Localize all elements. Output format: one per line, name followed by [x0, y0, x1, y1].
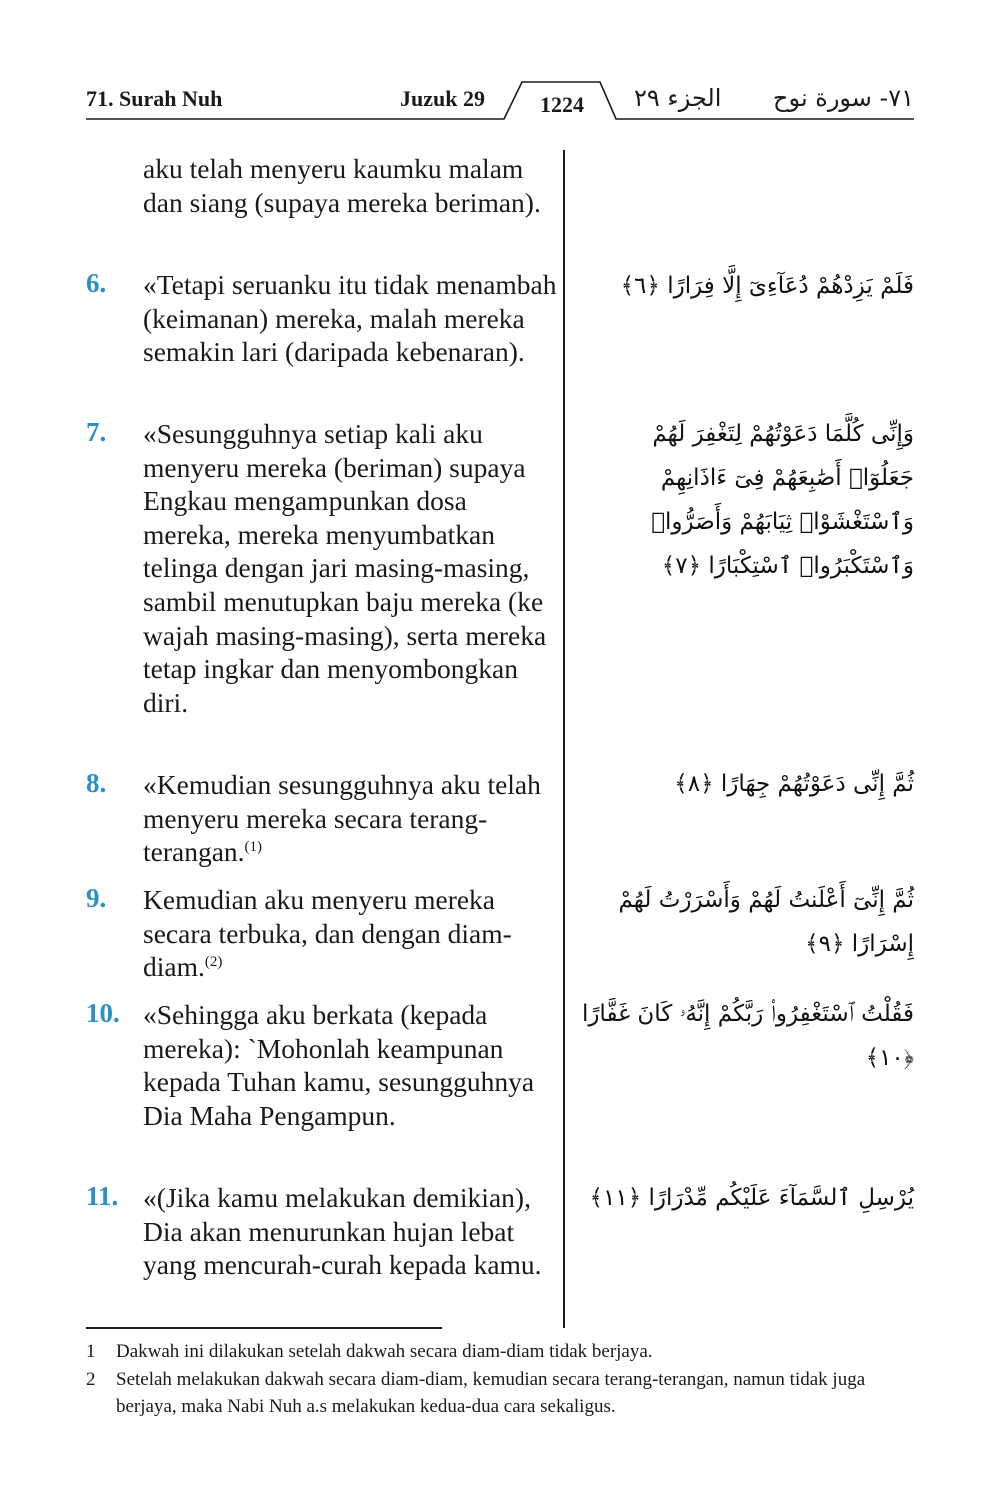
verse-translation: «(Jika kamu melakukan demikian), Dia akan menurunkan hujan lebat yang mencurah-curah kepada kamu. [143, 1182, 542, 1281]
verse-number: 9. [86, 883, 107, 913]
juz-label-latin: Juzuk 29 [400, 86, 485, 111]
juz-label-arabic: الجزء ٢٩ [634, 84, 722, 112]
verse-8-arabic: ثُمَّ إِنِّى دَعَوْتُهُمْ جِهَارًا ﴿٨﴾ [674, 771, 914, 797]
column-divider [563, 150, 565, 1328]
surah-title-arabic: ٧١- سورة نوح [773, 84, 914, 112]
verse-11-arabic: يُرْسِلِ ٱلسَّمَآءَ عَلَيْكُم مِّدْرَارًا ﴿١١﴾ [589, 1185, 914, 1211]
verse-7-arabic: وَإِنِّى كُلَّمَا دَعَوْتُهُمْ لِتَغْفِرَ لَهُمْ جَعَلُوٓا۟ أَصَٰبِعَهُمْ فِىٓ ءَاذَانِهِمْ وَٱسْتَغْشَوْا۟ ثِيَابَهُمْ وَأَصَرُّوا۟ وَٱسْتَكْبَرُوا۟ ٱسْتِكْبَارًا ﴿٧﴾ [651, 421, 914, 579]
verse-text: «Kemudian sesungguhnya aku telah menyeru mereka secara terang-terangan. [143, 769, 541, 868]
footnote-number: 1 [86, 1341, 96, 1362]
footnote-number: 2 [86, 1369, 96, 1390]
footnote-ref[interactable]: (1) [244, 839, 263, 856]
verse-number: 7. [86, 417, 107, 447]
verse-6-arabic: فَلَمْ يَزِدْهُمْ دُعَآءِىٓ إِلَّا فِرَارًا ﴿٦﴾ [620, 273, 914, 299]
verse-translation [143, 883, 558, 984]
verse-number: 6. [86, 268, 107, 298]
verse-translation [143, 768, 558, 869]
footnote-rule [86, 1327, 442, 1329]
surah-title-latin: 71. Surah Nuh [86, 86, 223, 111]
verse-number: 10. [86, 998, 120, 1028]
continuation-text: aku telah menyeru kaumku malam dan siang (supaya mereka beriman). [143, 153, 541, 218]
footnote-text: Dakwah ini dilakukan setelah dakwah secara diam-diam tidak berjaya. [116, 1341, 653, 1362]
page-number: 1224 [540, 92, 584, 117]
verse-9-arabic: ثُمَّ إِنِّىٓ أَعْلَنتُ لَهُمْ وَأَسْرَرْتُ لَهُمْ إِسْرَارًا ﴿٩﴾ [618, 887, 914, 957]
page-header [86, 80, 914, 120]
footnote-ref[interactable]: (2) [204, 954, 223, 971]
verse-number: 11. [86, 1181, 119, 1211]
footnote-text: Setelah melakukan dakwah secara diam-diam, kemudian secara terang-terangan, namun tidak juga berjaya, maka Nabi Nuh a.s melakukan kedua-dua cara sekaligus. [116, 1369, 866, 1417]
verse-text: Kemudian aku menyeru mereka secara terbuka, dan dengan diam-diam. [143, 884, 512, 983]
verse-number: 8. [86, 768, 107, 798]
verse-translation: «Sesungguhnya setiap kali aku menyeru mereka (beriman) supaya Engkau mengampunkan dosa mereka, mereka menyumbatkan telinga dengan jari masing-masing, sambil menutupkan baju mereka (ke wajah masing-masing), serta mereka tetap ingkar dan menyombongkan diri. [143, 418, 547, 718]
verse-translation: «Tetapi seruanku itu tidak menambah (keimanan) mereka, malah mereka semakin lari (daripada kebenaran). [143, 269, 557, 368]
verse-10-arabic: فَقُلْتُ ٱسْتَغْفِرُوا۟ رَبَّكُمْ إِنَّهُۥ كَانَ غَفَّارًا ﴿١٠﴾ [581, 1001, 914, 1071]
verse-translation: «Sehingga aku berkata (kepada mereka): `Mohonlah keampunan kepada Tuhan kamu, sesungguhnya Dia Maha Pengampun. [143, 999, 535, 1131]
